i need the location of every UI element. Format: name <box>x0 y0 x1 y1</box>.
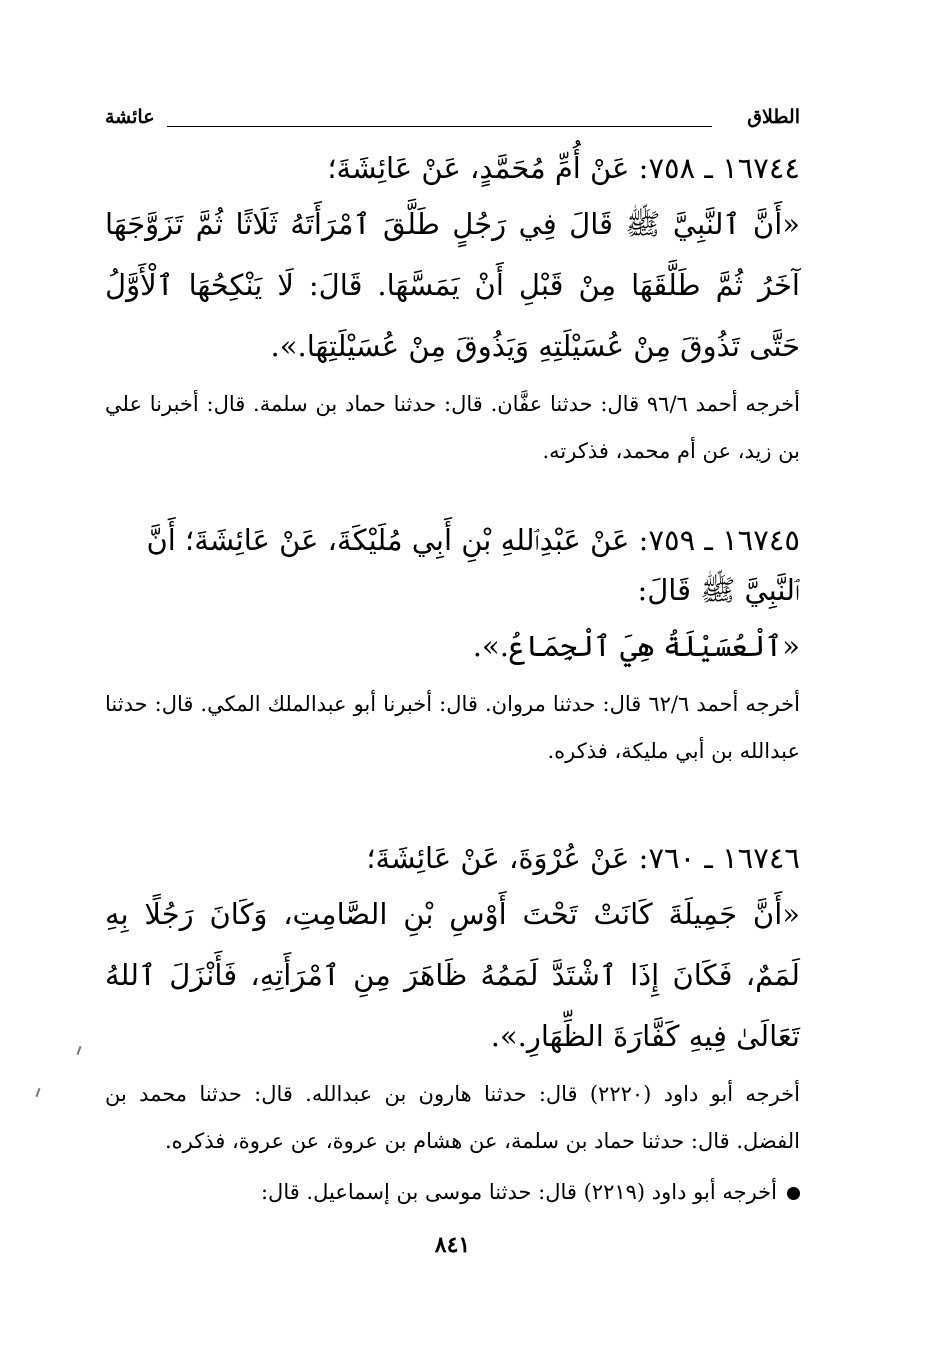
hadith-matn: «ٱلْعُسَيْلَةُ هِيَ ٱلْجِمَاعُ.». <box>472 628 800 663</box>
hadith-16746 <box>105 834 800 1216</box>
hadith-matn: «أَنَّ جَمِيلَةَ كَانَتْ تَحْتَ أَوْسِ بْنِ الصَّامِتِ، وَكَانَ رَجُلًا بِهِ لَمَمٌ، فَكَانَ إِذَا ٱشْتَدَّ لَمَمُهُ ظَاهَرَ مِنِ ٱمْرَأَتِهِ، فَأَنْزَلَ ٱللهُ تَعَالَىٰ فِيهِ كَفَّارَةَ الظِّهَارِ.». <box>105 896 800 1053</box>
scan-speck <box>36 1088 41 1097</box>
book-page <box>105 96 800 1296</box>
hadith-heading: ١٦٧٤٦ ـ ٧٦٠: عَنْ عُرْوَةَ، عَنْ عَائِشَةَ؛ <box>366 841 800 875</box>
hadith-heading: ١٦٧٤٤ ـ ٧٥٨: عَنْ أُمِّ مُحَمَّدٍ، عَنْ عَائِشَةَ؛ <box>327 151 800 185</box>
running-head-section: عائشة <box>105 106 155 128</box>
page-number: ٨٤١ <box>434 1232 471 1258</box>
hadith-matn: «أَنَّ ٱلنَّبِيَّ ﷺ قَالَ فِي رَجُلٍ طَلَّقَ ٱمْرَأَتَهُ ثَلَاثًا ثُمَّ تَزَوَّجَهَا آخَرُ ثُمَّ طَلَّقَهَا مِنْ قَبْلِ أَنْ يَمَسَّهَا. قَالَ: لَا يَنْكِحُهَا ٱلْأَوَّلُ حَتَّى تَذُوقَ مِنْ عُسَيْلَتِهِ وَيَذُوقَ مِنْ عُسَيْلَتِهَا.». <box>105 206 800 363</box>
hadith-takhrij: أخرجه أحمد ٦٢/٦ قال: حدثنا مروان. قال: أخبرنا أبو عبدالملك المكي. قال: حدثنا عبدالله بن أبي مليكة، فذكره. <box>105 691 800 763</box>
hadith-takhrij: أخرجه أحمد ٩٦/٦ قال: حدثنا عفَّان. قال: حدثنا حماد بن سلمة. قال: أخبرنا علي بن زيد، عن أم محمد، فذكرته. <box>105 391 800 463</box>
hadith-16745 <box>105 516 800 775</box>
hadith-takhrij: أخرجه أبو داود (٢٢٢٠) قال: حدثنا هارون بن عبدالله. قال: حدثنا محمد بن الفضل. قال: حدثنا حماد بن سلمة، عن هشام بن عروة، عن عروة، فذكره. <box>105 1081 800 1153</box>
running-head-rule <box>167 126 712 127</box>
running-head <box>105 106 800 136</box>
hadith-16744 <box>105 144 800 475</box>
running-head-chapter: الطلاق <box>747 106 800 128</box>
hadith-takhrij-bullet: أخرجه أبو داود (٢٢١٩) قال: حدثنا موسى بن إسماعيل. قال: <box>105 1169 800 1216</box>
scan-speck <box>77 1046 82 1055</box>
hadith-heading: ١٦٧٤٥ ـ ٧٥٩: عَنْ عَبْدِٱللهِ بْنِ أَبِي مُلَيْكَةَ، عَنْ عَائِشَةَ؛ أَنَّ ٱلنَّبِيَّ ﷺ قَالَ: <box>146 523 800 607</box>
